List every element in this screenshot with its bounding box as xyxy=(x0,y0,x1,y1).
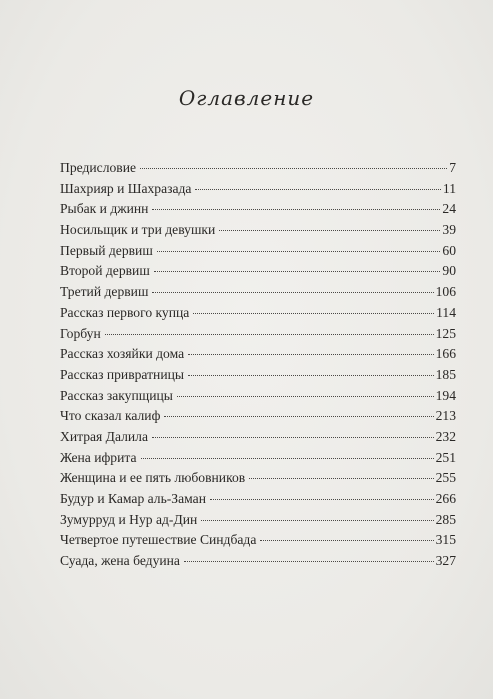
toc-dot-leader xyxy=(140,168,447,169)
toc-entry xyxy=(60,241,456,262)
page-title: Оглавление xyxy=(178,86,315,110)
toc-entry-title: Носильщик и три девушки xyxy=(60,222,216,238)
toc-entry xyxy=(60,282,456,303)
toc-entry-page-number: 166 xyxy=(435,346,456,362)
toc-entry-title: Рассказ первого купца xyxy=(60,304,190,320)
toc-dot-leader xyxy=(249,478,433,479)
toc-entry xyxy=(60,199,456,220)
toc-entry-page-number: 60 xyxy=(442,242,456,258)
toc-dot-leader xyxy=(157,251,441,252)
toc-entry xyxy=(60,468,456,489)
toc-dot-leader xyxy=(193,313,434,314)
toc-entry xyxy=(60,427,456,448)
toc-entry-title: Хитрая Далила xyxy=(60,428,148,444)
toc-entry-title: Рассказ хозяйки дома xyxy=(60,346,185,362)
toc-dot-leader xyxy=(141,458,434,459)
toc-entry-page-number: 315 xyxy=(435,532,456,548)
toc-dot-leader xyxy=(260,540,433,541)
toc-entry-page-number: 327 xyxy=(435,553,456,569)
toc-entry-page-number: 213 xyxy=(435,408,456,424)
toc-entry-page-number: 285 xyxy=(435,511,456,527)
toc-entry-title: Жена ифрита xyxy=(60,449,137,465)
toc-entry-title: Зумурруд и Нур ад-Дин xyxy=(60,511,198,527)
toc-entry xyxy=(60,406,456,427)
toc-entry xyxy=(60,158,456,179)
toc-dot-leader xyxy=(105,334,434,335)
toc-entry-title: Горбун xyxy=(60,325,101,341)
toc-entry xyxy=(60,344,456,365)
toc-dot-leader xyxy=(152,292,433,293)
toc-dot-leader xyxy=(154,271,441,272)
toc-entry-page-number: 24 xyxy=(442,201,456,217)
toc-entry xyxy=(60,220,456,241)
toc-entry-title: Суада, жена бедуина xyxy=(60,553,180,569)
toc-entry-title: Рассказ привратницы xyxy=(60,366,185,382)
toc-entry-page-number: 125 xyxy=(435,325,456,341)
toc-entry xyxy=(60,365,456,386)
toc-entry xyxy=(60,303,456,324)
toc-entry xyxy=(60,530,456,551)
toc-entry-page-number: 7 xyxy=(449,160,456,175)
toc-entry-page-number: 90 xyxy=(442,263,456,279)
toc-entry-title: Первый дервиш xyxy=(60,242,153,258)
table-of-contents xyxy=(60,158,456,572)
toc-dot-leader xyxy=(152,209,440,210)
toc-entry-page-number: 251 xyxy=(435,449,456,465)
toc-entry xyxy=(60,261,456,282)
toc-entry-page-number: 266 xyxy=(435,491,456,506)
toc-entry-page-number: 39 xyxy=(442,222,456,238)
toc-entry-title: Третий дервиш xyxy=(60,284,149,300)
toc-entry-title: Женщина и ее пять любовников xyxy=(60,470,246,486)
toc-entry-page-number: 255 xyxy=(435,470,456,486)
toc-dot-leader xyxy=(201,520,433,521)
toc-dot-leader xyxy=(219,230,440,231)
toc-dot-leader xyxy=(184,561,434,562)
toc-entry xyxy=(60,386,456,407)
toc-dot-leader xyxy=(195,189,440,190)
toc-entry-title: Будур и Камар аль-Заман xyxy=(60,491,206,506)
toc-dot-leader xyxy=(177,396,434,397)
toc-entry xyxy=(60,448,456,469)
toc-entry-page-number: 11 xyxy=(442,180,456,196)
toc-entry-title: Предисловие xyxy=(60,160,137,175)
toc-entry-page-number: 106 xyxy=(435,284,456,300)
toc-entry-title: Четвертое путешествие Синдбада xyxy=(60,532,257,548)
toc-entry-title: Второй дервиш xyxy=(60,263,150,279)
toc-entry-page-number: 114 xyxy=(436,304,456,320)
toc-entry-title: Рассказ закупщицы xyxy=(60,387,173,403)
toc-entry xyxy=(60,510,456,531)
toc-entry-title: Шахрияр и Шахразада xyxy=(60,180,192,196)
toc-dot-leader xyxy=(210,499,434,500)
toc-dot-leader xyxy=(164,416,433,417)
toc-entry-page-number: 185 xyxy=(435,366,456,382)
toc-entry xyxy=(60,179,456,200)
toc-dot-leader xyxy=(152,437,434,438)
toc-entry xyxy=(60,489,456,510)
toc-entry-title: Что сказал калиф xyxy=(60,408,161,424)
toc-dot-leader xyxy=(188,375,434,376)
toc-entry-page-number: 194 xyxy=(435,387,456,403)
toc-entry-title: Рыбак и джинн xyxy=(60,201,149,217)
toc-entry xyxy=(60,324,456,345)
toc-entry xyxy=(60,551,456,572)
toc-entry-page-number: 232 xyxy=(435,428,456,444)
toc-dot-leader xyxy=(188,354,434,355)
